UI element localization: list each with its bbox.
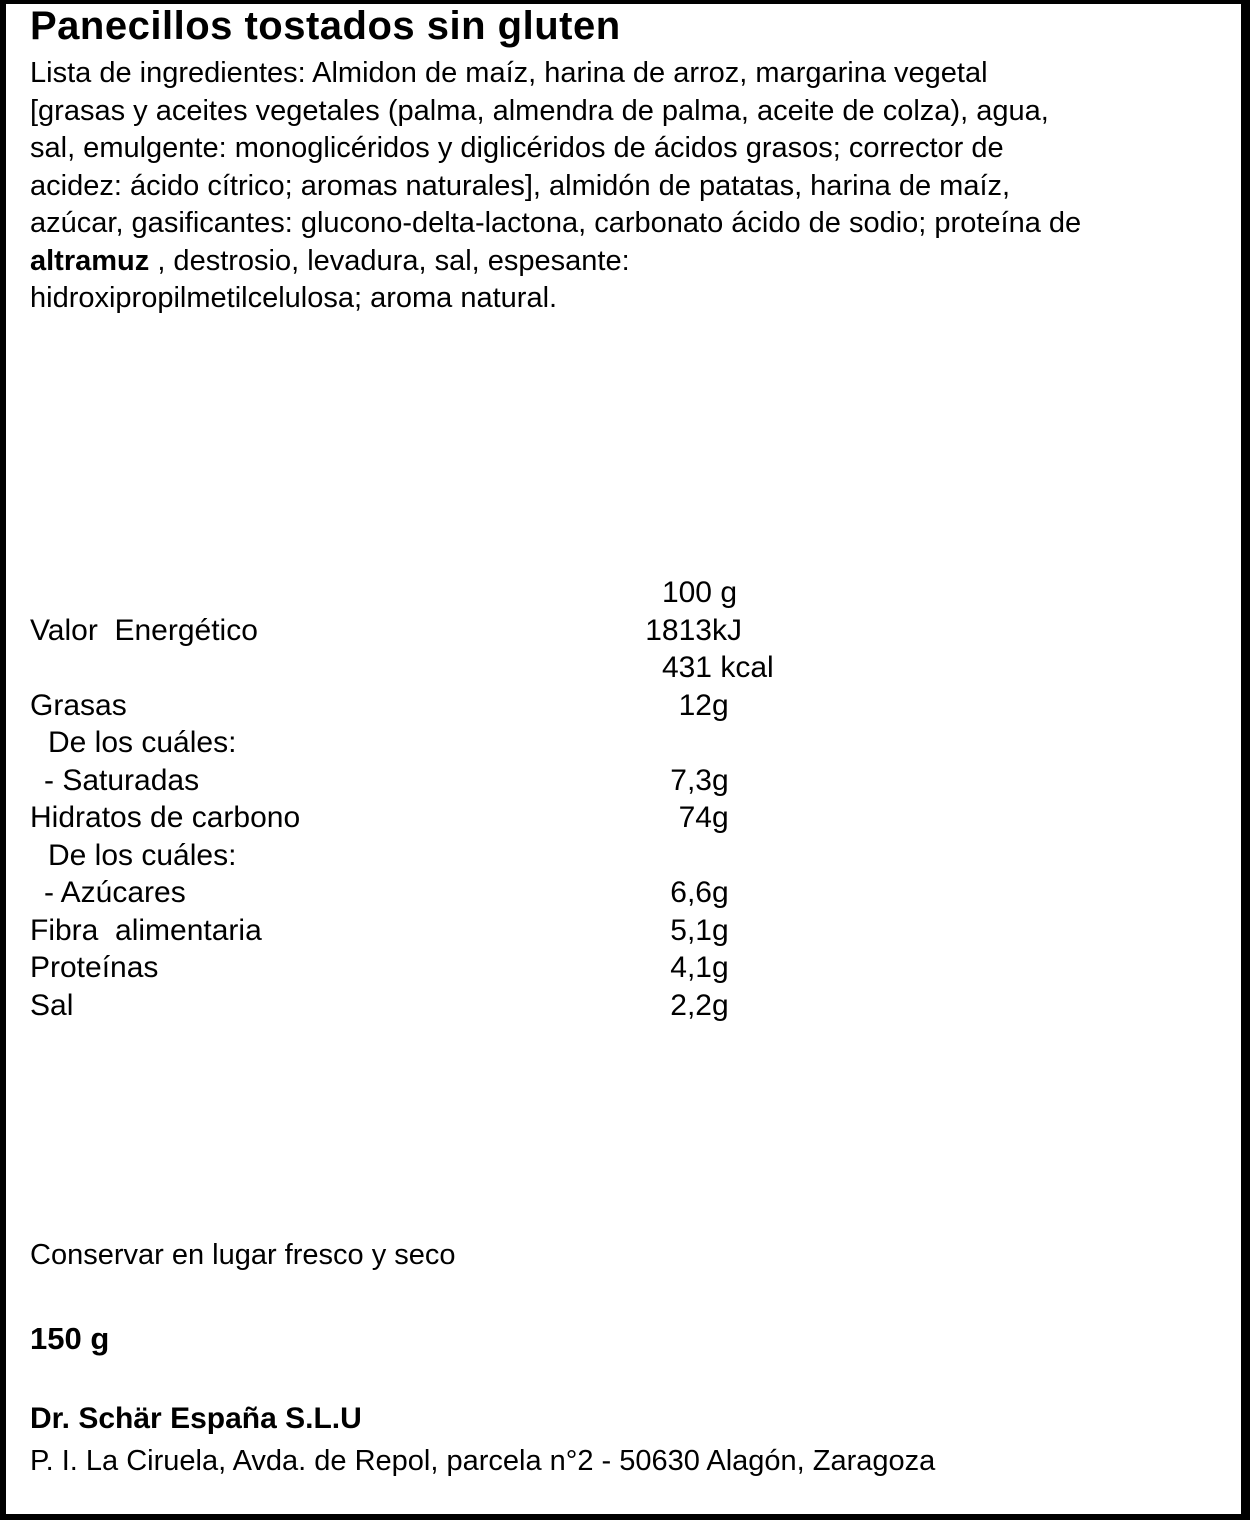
nutrition-table bbox=[30, 574, 1030, 1024]
nutrient-label bbox=[30, 574, 586, 612]
nutrient-unit: g bbox=[712, 913, 729, 947]
ingredients-line bbox=[30, 243, 1220, 281]
product-title: Panecillos tostados sin gluten bbox=[30, 4, 621, 48]
nutrient-unit: g bbox=[712, 951, 729, 984]
nutrient-unit bbox=[712, 724, 1030, 762]
nutrition-row-saturates bbox=[30, 762, 1030, 800]
nutrient-label: - Azúcares bbox=[44, 876, 186, 909]
nutrient-value: 100 bbox=[661, 576, 712, 609]
nutrient-value: 74 bbox=[678, 801, 712, 834]
nutrient-label: De los cuáles: bbox=[48, 838, 237, 872]
net-weight: 150 g bbox=[30, 1321, 110, 1356]
nutrient-value: 7,3 bbox=[670, 763, 712, 797]
nutrient-unit: kcal bbox=[712, 651, 774, 684]
nutrient-value bbox=[586, 724, 712, 762]
nutrient-label: - Saturadas bbox=[44, 763, 200, 797]
nutrient-unit bbox=[712, 837, 1030, 875]
ingredients-line: acidez: ácido cítrico; aromas naturales], almidón de patatas, harina de maíz, bbox=[30, 169, 1011, 202]
ingredients-line: sal, emulgente: monoglicéridos y diglicéridos de ácidos grasos; corrector de bbox=[30, 132, 1004, 164]
nutrient-value: 4,1 bbox=[670, 951, 712, 984]
nutrient-label: Proteínas bbox=[30, 951, 159, 984]
storage-instructions: Conservar en lugar fresco y seco bbox=[30, 1239, 456, 1271]
nutrient-unit: g bbox=[712, 688, 729, 722]
nutrition-row-salt bbox=[30, 987, 1030, 1025]
nutrient-unit: g bbox=[712, 801, 729, 834]
nutrition-row-energy-kcal bbox=[30, 649, 1030, 687]
nutrient-value: 431 bbox=[661, 651, 712, 684]
nutrient-unit: g bbox=[712, 576, 738, 609]
nutrient-label: Sal bbox=[30, 988, 74, 1022]
nutrient-label: Fibra alimentaria bbox=[30, 913, 262, 947]
nutrition-row-fibre bbox=[30, 912, 1030, 950]
nutrient-value: 1813 bbox=[645, 613, 712, 647]
nutrient-value: 12 bbox=[678, 688, 712, 722]
nutrition-row-energy-kj bbox=[30, 612, 1030, 650]
nutrient-unit: g bbox=[712, 763, 729, 797]
nutrition-column-header bbox=[30, 574, 1030, 612]
allergen-text: altramuz bbox=[30, 244, 150, 277]
nutrient-label: Hidratos de carbono bbox=[30, 801, 301, 834]
nutrition-row-of-which-carbs bbox=[30, 837, 1030, 875]
nutrient-unit: g bbox=[712, 988, 729, 1022]
nutrition-row-carbohydrate bbox=[30, 799, 1030, 837]
manufacturer-name: Dr. Schär España S.L.U bbox=[30, 1402, 362, 1435]
ingredients-line: azúcar, gasificantes: glucono-delta-lactona, carbonato ácido de sodio; proteína de bbox=[30, 207, 1082, 239]
nutrient-unit: kJ bbox=[712, 613, 742, 647]
manufacturer-address: P. I. La Ciruela, Avda. de Repol, parcela n°2 - 50630 Alagón, Zaragoza bbox=[30, 1445, 936, 1477]
nutrient-label bbox=[30, 649, 586, 687]
nutrition-row-fat bbox=[30, 687, 1030, 725]
nutrient-label: De los cuáles: bbox=[48, 726, 237, 759]
ingredients-line: Lista de ingredientes: Almidon de maíz, harina de arroz, margarina vegetal bbox=[30, 57, 988, 89]
ingredients-paragraph bbox=[30, 55, 1220, 318]
nutrition-row-of-which-fat bbox=[30, 724, 1030, 762]
nutrient-label: Grasas bbox=[30, 688, 127, 722]
ingredients-line: hidroxipropilmetilcelulosa; aroma natural. bbox=[30, 282, 558, 314]
nutrition-row-sugars bbox=[30, 874, 1030, 912]
nutrition-row-protein bbox=[30, 949, 1030, 987]
nutrient-value: 2,2 bbox=[670, 988, 712, 1022]
ingredients-line: [grasas y aceites vegetales (palma, almendra de palma, aceite de colza), agua, bbox=[30, 94, 1049, 127]
nutrient-value: 6,6 bbox=[670, 876, 712, 909]
nutrient-value: 5,1 bbox=[670, 913, 712, 947]
nutrient-label: Valor Energético bbox=[30, 613, 258, 647]
nutrient-value bbox=[586, 837, 712, 875]
nutrient-unit: g bbox=[712, 876, 729, 909]
ingredients-line-rest: , destrosio, levadura, sal, espesante: bbox=[149, 244, 630, 277]
